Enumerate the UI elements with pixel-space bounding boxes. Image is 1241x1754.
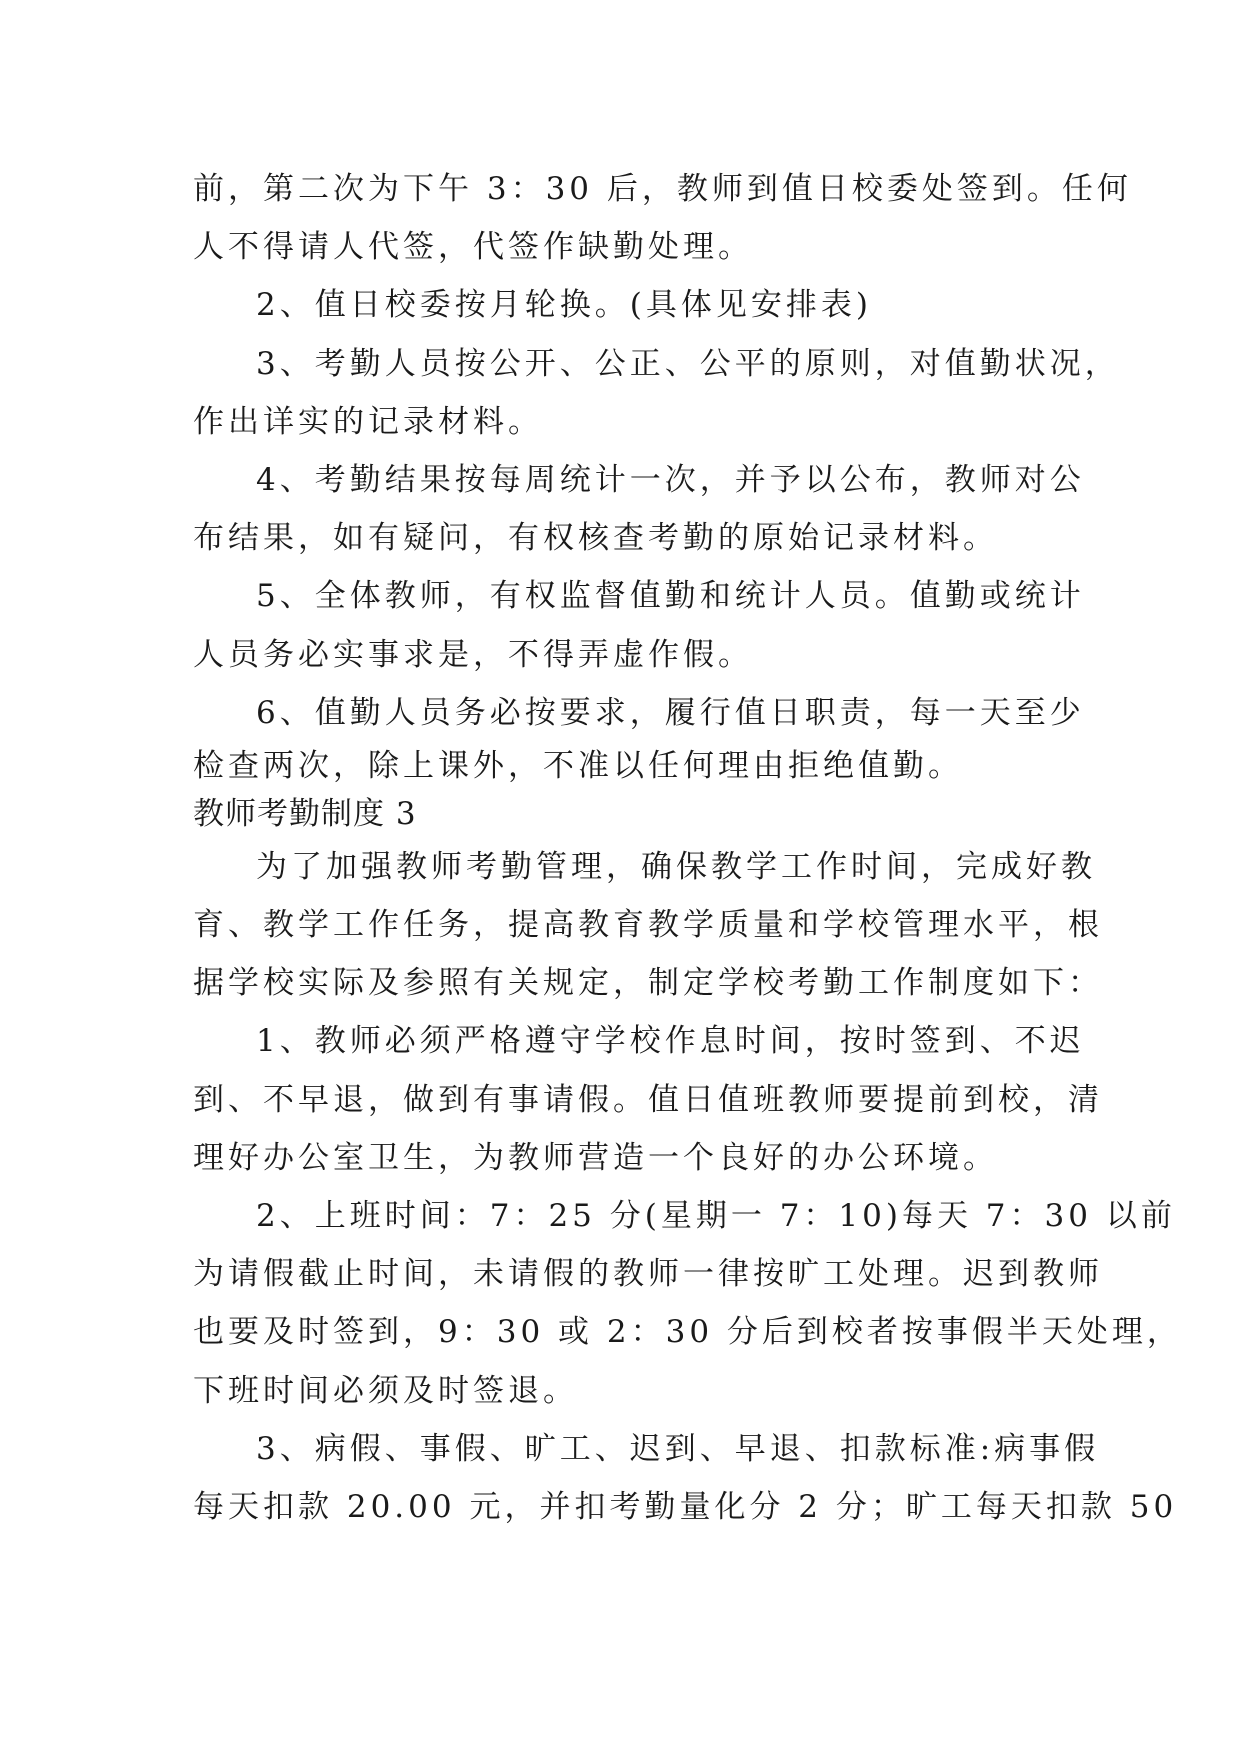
list-item: 6、值勤人员务必按要求，履行值日职责，每一天至少 [256,694,1085,731]
text-line: 为请假截止时间，未请假的教师一律按旷工处理。迟到教师 [193,1256,1103,1293]
text-line: 理好办公室卫生，为教师营造一个良好的办公环境。 [193,1139,998,1176]
list-item: 3、考勤人员按公开、公正、公平的原则，对值勤状况， [256,345,1120,382]
list-item: 5、全体教师，有权监督值勤和统计人员。值勤或统计 [256,578,1085,615]
text-line: 检查两次，除上课外，不准以任何理由拒绝值勤。 [193,747,963,784]
text-line: 布结果，如有疑问，有权核查考勤的原始记录材料。 [193,520,998,557]
text-line: 据学校实际及参照有关规定，制定学校考勤工作制度如下： [193,965,1103,1002]
list-item: 2、值日校委按月轮换。(具体见安排表) [256,287,872,324]
document-body [193,160,1182,1536]
text-line: 人员务必实事求是，不得弄虚作假。 [193,636,753,673]
paragraph-line: 为了加强教师考勤管理，确保教学工作时间，完成好教 [256,848,1096,885]
text-line: 人不得请人代签，代签作缺勤处理。 [193,229,753,266]
text-line: 作出详实的记录材料。 [193,403,543,440]
text-line: 每天扣款 20.00 元，并扣考勤量化分 2 分；旷工每天扣款 50 [193,1488,1178,1525]
text-line: 也要及时签到，9：30 或 2：30 分后到校者按事假半天处理， [193,1314,1182,1351]
section-heading: 教师考勤制度 3 [193,795,417,832]
list-item: 4、考勤结果按每周统计一次，并予以公布，教师对公 [256,461,1085,498]
text-line: 到、不早退，做到有事请假。值日值班教师要提前到校，清 [193,1081,1103,1118]
list-item: 3、病假、事假、旷工、迟到、早退、扣款标准:病事假 [256,1430,1100,1467]
text-line: 前，第二次为下午 3：30 后，教师到值日校委处签到。任何 [193,171,1132,207]
text-line: 育、教学工作任务，提高教育教学质量和学校管理水平，根 [193,907,1103,944]
list-item: 1、教师必须严格遵守学校作息时间，按时签到、不迟 [256,1023,1085,1060]
list-item: 2、上班时间：7：25 分(星期一 7：10)每天 7：30 以前 [256,1198,1176,1234]
text-line: 下班时间必须及时签退。 [193,1372,578,1409]
